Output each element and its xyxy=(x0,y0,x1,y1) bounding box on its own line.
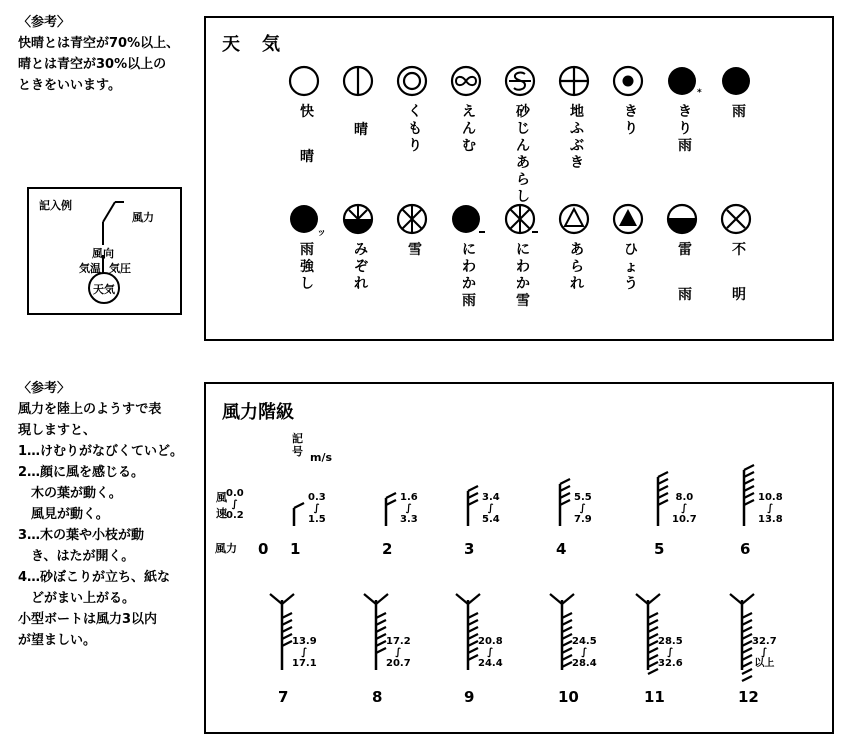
note-line: 2…顔に風を感じる。 xyxy=(18,465,145,480)
wind-barb-force-11 xyxy=(636,594,660,674)
weather-symbol xyxy=(442,202,496,310)
weather-label: 晴 xyxy=(354,122,368,138)
note-top xyxy=(18,12,179,96)
speed-high: 28.4 xyxy=(572,658,597,669)
weather-symbol xyxy=(658,202,712,304)
weather-symbol xyxy=(334,64,388,139)
example-title: 記入例 xyxy=(39,199,72,212)
speed-high: 5.4 xyxy=(482,514,500,525)
range-mark: ∫ xyxy=(681,503,688,514)
wind-speed-range xyxy=(752,636,777,669)
weather-symbol xyxy=(280,202,334,293)
wind-speed-range xyxy=(292,636,317,669)
note-line: ときをいいます。 xyxy=(18,78,121,93)
symbol-label: 記号 xyxy=(292,432,303,458)
thunder-circle-icon xyxy=(665,202,705,236)
snowstorm-circle-icon xyxy=(557,64,597,98)
speed-high: 20.7 xyxy=(386,658,411,669)
range-mark: ∫ xyxy=(487,647,494,658)
speed-high: 以上 xyxy=(754,658,775,669)
weather-symbol xyxy=(280,64,334,166)
cloudy-circle-icon xyxy=(395,64,435,98)
wind-force-number: 9 xyxy=(464,688,475,706)
wind-barb-force-1 xyxy=(294,503,304,526)
weather-label: 雨強し xyxy=(300,242,314,292)
speed-high: 0.2 xyxy=(226,510,244,521)
shower-circle-icon xyxy=(449,202,489,236)
speed-low: 32.7 xyxy=(752,636,777,647)
snow-shower-circle-icon xyxy=(503,202,543,236)
note-line: き、はたが開く。 xyxy=(18,549,135,564)
rain-circle-icon xyxy=(719,64,759,98)
snow-circle-icon xyxy=(395,202,435,236)
wind-barb-force-3 xyxy=(468,486,478,526)
speed-high: 13.8 xyxy=(758,514,783,525)
range-mark: ∫ xyxy=(581,647,588,658)
wind-force-number: 6 xyxy=(740,540,751,558)
svg-text:ッ: ッ xyxy=(317,228,327,236)
wind-force-number: 2 xyxy=(382,540,393,558)
example-temp: 気温 xyxy=(79,262,101,275)
entry-example-box xyxy=(27,187,182,315)
weather-label: 砂じんあらし xyxy=(516,104,530,205)
weather-label: 雨 xyxy=(678,287,692,303)
ice-hail-circle-icon xyxy=(611,202,651,236)
fog-circle-icon xyxy=(611,64,651,98)
hail-circle-icon xyxy=(557,202,597,236)
wind-force-number: 12 xyxy=(738,688,759,706)
note-line: 風見が動く。 xyxy=(18,507,109,522)
weather-label: 雪 xyxy=(408,242,422,258)
weather-label: 晴 xyxy=(300,149,314,165)
weather-label: にわか雨 xyxy=(462,242,476,309)
wind-speed-range xyxy=(482,492,500,525)
weather-symbol xyxy=(712,202,766,304)
weather-symbol xyxy=(388,64,442,155)
note-heading: 〈参考〉 xyxy=(18,381,71,396)
note-line: どがまい上がる。 xyxy=(18,591,136,606)
note-line: 3…木の葉や小枝が動 xyxy=(18,528,145,543)
weather-label: 不 xyxy=(732,242,746,258)
speed-high: 32.6 xyxy=(658,658,683,669)
wind-force-number: 4 xyxy=(556,540,567,558)
note-bottom xyxy=(18,378,183,651)
wind-speed-range xyxy=(672,492,697,525)
note-line: 現しますと、 xyxy=(18,423,97,438)
weather-label: 雨 xyxy=(732,104,746,120)
speed-high: 24.4 xyxy=(478,658,503,669)
speed-high: 1.5 xyxy=(308,514,326,525)
range-mark: ∫ xyxy=(313,503,320,514)
wind-speed-range xyxy=(386,636,411,669)
note-line: 木の葉が動く。 xyxy=(18,486,122,501)
unknown-circle-icon xyxy=(719,202,759,236)
wind-barb-force-5 xyxy=(658,472,668,526)
wind-barb-force-10 xyxy=(550,594,574,670)
weather-panel-title: 天 気 xyxy=(222,34,282,55)
wind-barb-force-7 xyxy=(270,594,294,670)
wind-speed-range xyxy=(226,488,244,521)
weather-label: 地ふぶき xyxy=(570,104,584,171)
weather-symbol xyxy=(496,64,550,206)
wind-symbols xyxy=(206,384,832,732)
range-mark: ∫ xyxy=(487,503,494,514)
wind-speed-range xyxy=(400,492,418,525)
wind-speed-range xyxy=(308,492,326,525)
speed-high: 10.7 xyxy=(672,514,697,525)
note-line: 小型ボートは風力3以内 xyxy=(18,612,158,627)
weather-label: あられ xyxy=(570,242,584,292)
speed-low: 8.0 xyxy=(675,492,694,503)
weather-symbol xyxy=(550,202,604,293)
wind-barb-force-9 xyxy=(456,594,480,670)
weather-symbol xyxy=(658,64,712,155)
speed-low: 1.6 xyxy=(400,492,418,503)
weather-label: きり xyxy=(624,104,638,137)
wind-speed-range xyxy=(758,492,783,525)
range-mark: ∫ xyxy=(761,647,768,658)
wind-speed-range xyxy=(658,636,683,669)
speed-low: 20.8 xyxy=(478,636,503,647)
note-line: 1…けむりがなびくていど。 xyxy=(18,444,184,459)
weather-label: ひょう xyxy=(624,242,638,292)
wind-force-number: 8 xyxy=(372,688,383,706)
wind-speed-range xyxy=(574,492,592,525)
fog-rain-circle-icon xyxy=(665,64,705,98)
sandstorm-circle-icon xyxy=(503,64,543,98)
wind-force-number: 0 xyxy=(258,540,269,558)
weather-label: 明 xyxy=(732,287,746,303)
wind-panel-title: 風力階級 xyxy=(222,402,294,423)
note-line: 風力を陸上のようすで表 xyxy=(18,402,162,417)
unit-label: m/s xyxy=(310,451,333,464)
weather-label: にわか雪 xyxy=(516,242,530,309)
speed-low: 10.8 xyxy=(758,492,783,503)
speed-low: 17.2 xyxy=(386,636,411,647)
weather-symbol xyxy=(496,202,550,310)
smoke-circle-icon xyxy=(449,64,489,98)
weather-symbol xyxy=(442,64,496,155)
range-mark: ∫ xyxy=(231,499,238,510)
speed-low: 24.5 xyxy=(572,636,597,647)
wind-force-number: 11 xyxy=(644,688,665,706)
wind-barb-force-6 xyxy=(744,465,754,526)
weather-symbol xyxy=(550,64,604,172)
weather-symbol xyxy=(604,64,658,138)
speed-label: 風速 xyxy=(216,491,227,520)
speed-low: 5.5 xyxy=(574,492,592,503)
speed-high: 17.1 xyxy=(292,658,317,669)
sleet-circle-icon xyxy=(341,202,381,236)
wind-barb-force-2 xyxy=(386,493,396,526)
speed-low: 0.0 xyxy=(226,488,244,499)
wind-force-number: 7 xyxy=(278,688,289,706)
speed-low: 0.3 xyxy=(308,492,326,503)
range-mark: ∫ xyxy=(301,647,308,658)
weather-label: みぞれ xyxy=(354,242,368,292)
range-mark: ∫ xyxy=(767,503,774,514)
wind-speed-range xyxy=(572,636,597,669)
force-label: 風力 xyxy=(215,542,237,555)
speed-low: 13.9 xyxy=(292,636,317,647)
range-mark: ∫ xyxy=(667,647,674,658)
speed-low: 28.5 xyxy=(658,636,683,647)
weather-label: くもり xyxy=(408,104,422,154)
note-line: 晴とは青空が30%以上の xyxy=(18,57,167,72)
speed-high: 7.9 xyxy=(574,514,592,525)
example-wind-force: 風力 xyxy=(132,211,154,224)
weather-label: 快 xyxy=(300,104,314,120)
weather-label: きり雨 xyxy=(678,104,692,154)
weather-panel xyxy=(204,16,834,341)
weather-label: 雷 xyxy=(678,242,692,258)
speed-high: 3.3 xyxy=(400,514,418,525)
note-line: 4…砂ぼこりが立ち、紙な xyxy=(18,570,171,585)
weather-symbol xyxy=(334,202,388,293)
wind-barb-force-12 xyxy=(730,594,754,681)
wind-force-number: 5 xyxy=(654,540,665,558)
example-wind-dir: 風向 xyxy=(92,247,114,260)
note-heading: 〈参考〉 xyxy=(18,15,71,30)
wind-scale-panel xyxy=(204,382,834,734)
example-weather: 天気 xyxy=(93,283,115,296)
weather-symbol xyxy=(712,64,766,121)
clear-circle-icon xyxy=(287,64,327,98)
range-mark: ∫ xyxy=(395,647,402,658)
weather-symbol xyxy=(388,202,442,259)
heavy-rain-circle-icon xyxy=(287,202,327,236)
speed-low: 3.4 xyxy=(482,492,500,503)
wind-barb-force-4 xyxy=(560,479,570,526)
example-pressure: 気圧 xyxy=(109,262,131,275)
range-mark: ∫ xyxy=(405,503,412,514)
range-mark: ∫ xyxy=(579,503,586,514)
wind-speed-range xyxy=(478,636,503,669)
wind-force-number: 10 xyxy=(558,688,579,706)
svg-text:*: * xyxy=(697,88,702,98)
wind-force-number: 3 xyxy=(464,540,475,558)
fine-circle-icon xyxy=(341,64,381,98)
weather-label: えんむ xyxy=(462,104,476,154)
wind-barb-force-8 xyxy=(364,594,388,670)
weather-symbol xyxy=(604,202,658,293)
wind-force-number: 1 xyxy=(290,540,301,558)
note-line: が望ましい。 xyxy=(18,633,97,648)
note-line: 快晴とは青空が70%以上、 xyxy=(18,36,180,51)
